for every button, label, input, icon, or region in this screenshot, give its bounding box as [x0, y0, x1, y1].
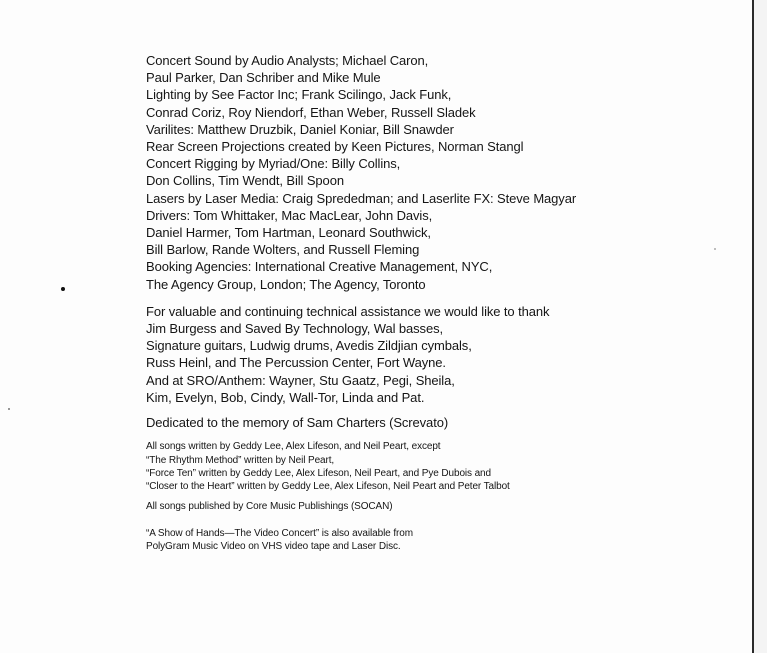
thanks-line: Russ Heinl, and The Percussion Center, Fort Wayne. — [146, 355, 446, 371]
thanks-line: Signature guitars, Ludwig drums, Avedis Zildjian cymbals, — [146, 338, 472, 354]
thanks-line: For valuable and continuing technical assistance we would like to thank — [146, 303, 550, 319]
production-credits — [146, 52, 746, 293]
credit-line: Rear Screen Projections created by Keen Pictures, Norman Stangl — [146, 139, 524, 155]
credit-line: Lasers by Laser Media: Craig Sprededman; and Laserlite FX: Steve Magyar — [146, 190, 577, 206]
credit-line: Bill Barlow, Rande Wolters, and Russell Fleming — [146, 242, 420, 258]
page-edge-shadow — [754, 0, 767, 653]
thanks-line: Jim Burgess and Saved By Technology, Wal basses, — [146, 321, 443, 337]
credit-line: Booking Agencies: International Creative Management, NYC, — [146, 259, 493, 275]
thanks-line: Kim, Evelyn, Bob, Cindy, Wall-Tor, Linda and Pat. — [146, 389, 425, 405]
songwriting-credits — [146, 440, 746, 493]
credit-line: The Agency Group, London; The Agency, Toronto — [146, 276, 426, 292]
video-availability-note — [146, 527, 746, 554]
credit-line: Concert Sound by Audio Analysts; Michael Caron, — [146, 53, 429, 68]
credits-text — [146, 52, 746, 553]
video-note-line: “A Show of Hands—The Video Concert” is also available from — [146, 527, 413, 539]
thanks-line: And at SRO/Anthem: Wayner, Stu Gaatz, Pegi, Sheila, — [146, 372, 455, 388]
video-note-line: PolyGram Music Video on VHS video tape and Laser Disc. — [146, 541, 401, 553]
credit-line: Paul Parker, Dan Schriber and Mike Mule — [146, 70, 381, 86]
songwriting-line: All songs written by Geddy Lee, Alex Lifeson, and Neil Peart, except — [146, 441, 441, 453]
print-speck — [8, 408, 10, 410]
print-speck — [61, 287, 65, 291]
songwriting-line: “The Rhythm Method” written by Neil Peart, — [146, 454, 335, 466]
credit-line: Varilites: Matthew Druzbik, Daniel Koniar, Bill Snawder — [146, 121, 454, 137]
credit-line: Conrad Coriz, Roy Niendorf, Ethan Weber, Russell Sladek — [146, 104, 476, 120]
credit-line: Concert Rigging by Myriad/One: Billy Collins, — [146, 156, 401, 172]
songwriting-line: “Closer to the Heart” written by Geddy Lee, Alex Lifeson, Neil Peart and Peter Talbot — [146, 481, 510, 493]
thanks-section — [146, 303, 746, 406]
credit-line: Lighting by See Factor Inc; Frank Scilingo, Jack Funk, — [146, 87, 452, 103]
dedication-line: Dedicated to the memory of Sam Charters (Screvato) — [146, 415, 449, 431]
songwriting-line: “Force Ten” written by Geddy Lee, Alex Lifeson, Neil Peart, and Pye Dubois and — [146, 467, 491, 479]
credit-line: Drivers: Tom Whittaker, Mac MacLear, John Davis, — [146, 207, 433, 223]
credit-line: Daniel Harmer, Tom Hartman, Leonard Southwick, — [146, 225, 431, 241]
publishing-credit: All songs published by Core Music Publishings (SOCAN) — [146, 501, 393, 513]
credit-line: Don Collins, Tim Wendt, Bill Spoon — [146, 173, 344, 189]
